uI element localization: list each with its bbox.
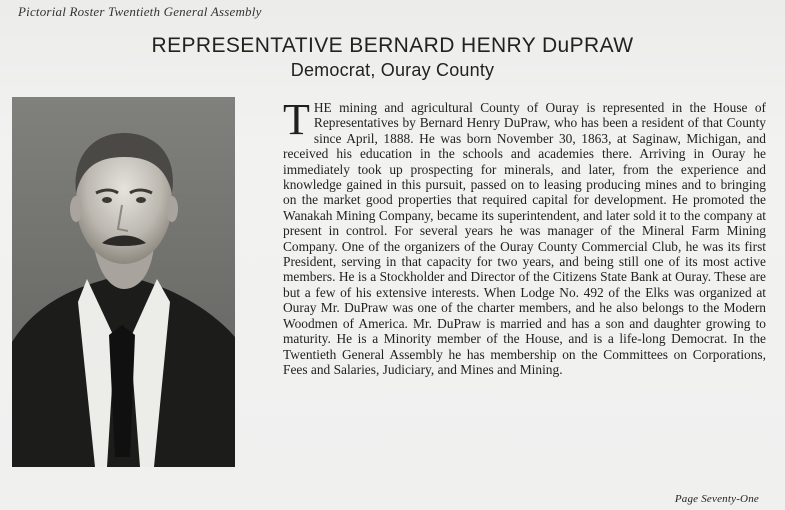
biography-body: HE mining and agricultural County of Ouray is represented in the House of Representatives by Bernard Henry DuPraw, who has been a resident of that County since April, 1888. He was born November 30, 1863, at Saginaw, Michigan, and received his education in the schools and academies there. Arriving in Ouray he immediately took up prospecting for minerals, and later, from the experience and knowledge gained in this pursuit, passed on to leasing producing mines and to bringing on the market good properties that required capital for development. He promoted the Wanakah Mining Company, became its superintendent, and later sold it to the company at present in control. For several years he was manager of the Mineral Farm Mining Company. One of the organizers of the Ouray County Commercial Club, he was its first President, serving in that capacity for two years, and being still one of its most active members. He is a Stockholder and Director of the Citizens State Bank at Ouray. These are but a few of his extensive interests. When Lodge No. 492 of the Elks was organized at Ouray Mr. DuPraw was one of the charter members, and he also belongs to the Modern Woodmen of America. Mr. DuPraw is married and has a son and daughter growing to maturity. He is a Minority member of the House, and is a life-long Democrat. In the Twentieth General Assembly he has membership on the Committees on Corporations, Fees and Salaries, Judiciary, and Mines and Mining.	[283, 100, 766, 377]
page-title: REPRESENTATIVE BERNARD HENRY DuPRAW	[151, 34, 634, 57]
page-subtitle: Democrat, Ouray County	[290, 60, 495, 80]
drop-cap: T	[283, 95, 310, 144]
page-number: Page Seventy-One	[674, 493, 759, 505]
portrait-photo	[12, 97, 235, 467]
biography-text	[283, 95, 766, 377]
running-header: Pictorial Roster Twentieth General Assembly	[18, 4, 262, 19]
